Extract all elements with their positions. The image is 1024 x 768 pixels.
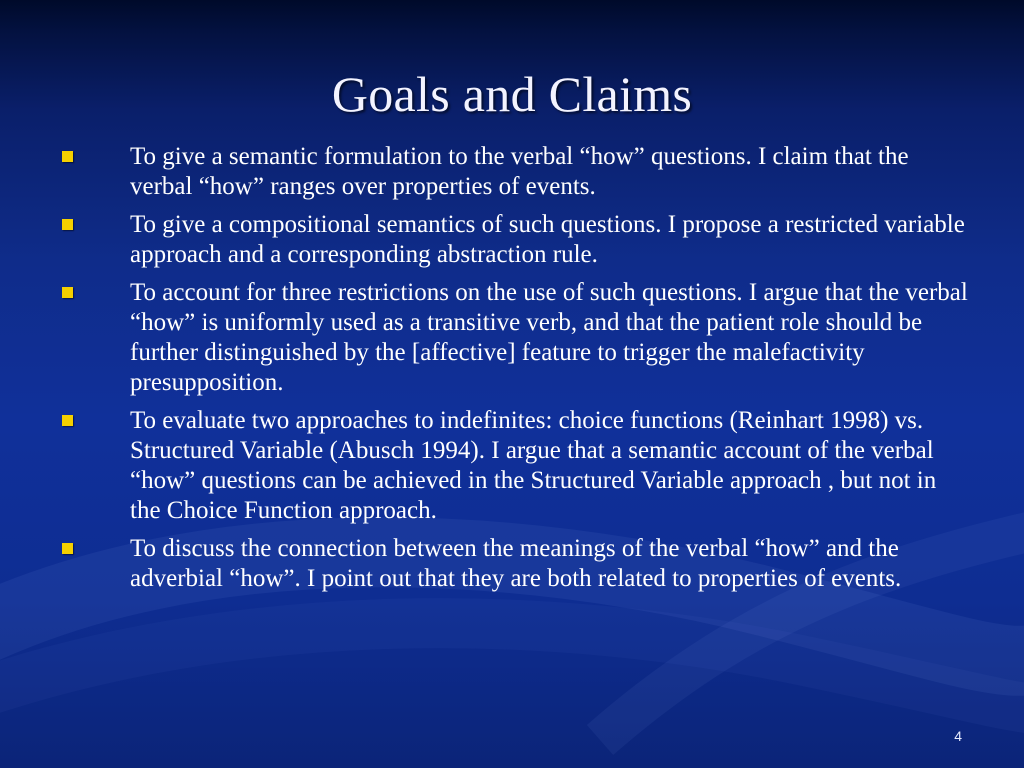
page-number: 4 [954,728,962,744]
bullet-list [62,142,972,602]
bullet-item [62,534,972,594]
bullet-text: To give a compositional semantics of such questions. I propose a restricted variable approach and a corresponding abstraction rule. [130,211,965,268]
slide-title: Goals and Claims [331,66,693,122]
bullet-item [62,142,972,202]
bullet-text: To discuss the connection between the meanings of the verbal “how” and the adverbial “how”. I point out that they are both related to properties of events. [130,535,902,592]
bullet-text: To account for three restrictions on the use of such questions. I argue that the verbal “how” is uniformly used as a transitive verb, and that the patient role should be further distinguished by the [affective] feature to trigger the malefactivity presupposition. [130,279,968,396]
square-bullet-icon [62,543,73,554]
square-bullet-icon [62,219,73,230]
square-bullet-icon [62,415,73,426]
bullet-text: To evaluate two approaches to indefinites: choice functions (Reinhart 1998) vs. Structured Variable (Abusch 1994). I argue that a semantic account of the verbal “how” questions can be achieved in the Structured Variable approach , but not in the Choice Function approach. [130,407,937,524]
bullet-item [62,406,972,526]
bullet-item [62,210,972,270]
bullet-item [62,278,972,398]
bullet-text: To give a semantic formulation to the verbal “how” questions. I claim that the verbal “how” ranges over properties of events. [130,143,909,200]
square-bullet-icon [62,151,73,162]
square-bullet-icon [62,287,73,298]
